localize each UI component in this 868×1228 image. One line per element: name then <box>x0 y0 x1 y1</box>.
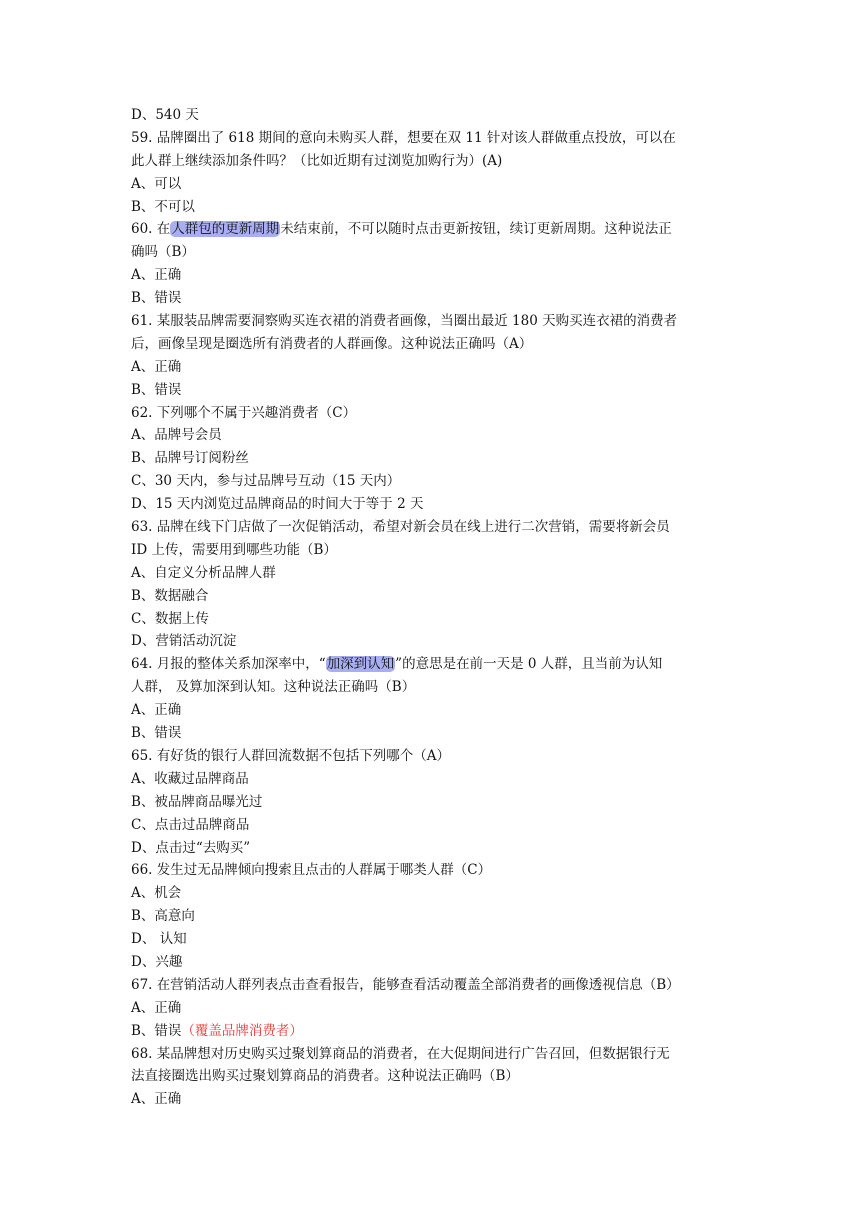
line-text: D、营销活动沉淀 <box>131 633 237 650</box>
line-text: A、机会 <box>131 885 182 902</box>
line-text: A、正确 <box>131 1091 182 1108</box>
document-content <box>131 104 741 1111</box>
text-line <box>131 173 741 196</box>
line-text: B、不可以 <box>131 198 195 215</box>
text-line <box>131 905 741 928</box>
text-line <box>131 127 741 150</box>
highlighted-text: 加深到认知 <box>326 656 395 673</box>
line-text: B、错误 <box>131 381 182 398</box>
line-text: B、高意向 <box>131 908 195 925</box>
text-line <box>131 676 741 699</box>
line-text: A、正确 <box>131 999 182 1016</box>
line-text: 此人群上继续添加条件吗？（比如近期有过浏览加购行为）(A) <box>131 152 503 169</box>
line-text: 62. 下列哪个不属于兴趣消费者（C） <box>131 404 357 421</box>
line-text: 65. 有好货的银行人群回流数据不包括下列哪个（A） <box>131 747 451 764</box>
text-line <box>131 1088 741 1111</box>
line-text: 59. 品牌圈出了 618 期间的意向未购买人群，想要在双 11 针对该人群做重点投放，可以在 <box>131 129 676 146</box>
line-text: 后，画像呈现是圈选所有消费者的人群画像。这种说法正确吗（A） <box>131 335 533 352</box>
line-text: A、正确 <box>131 702 182 719</box>
line-text: 63. 品牌在线下门店做了一次促销活动，希望对新会员在线上进行二次营销，需要将新会员 <box>131 519 670 536</box>
text-line <box>131 630 741 653</box>
text-line <box>131 928 741 951</box>
line-text: 64. 月报的整体关系加深率中，“ <box>131 656 326 673</box>
line-text: C、数据上传 <box>131 610 209 627</box>
line-text: B、数据融合 <box>131 587 209 604</box>
text-line <box>131 379 741 402</box>
text-line <box>131 264 741 287</box>
text-line <box>131 699 741 722</box>
text-line <box>131 997 741 1020</box>
text-line <box>131 791 741 814</box>
highlighted-text: 人群包的更新周期 <box>171 221 280 238</box>
line-text: B、错误 <box>131 1022 182 1039</box>
red-annotation: （覆盖品牌消费者） <box>181 1022 303 1039</box>
line-text: C、30 天内，参与过品牌号互动（15 天内） <box>131 473 401 490</box>
text-line <box>131 653 741 676</box>
text-line <box>131 745 741 768</box>
line-text: 60. 在 <box>131 221 171 238</box>
line-text: B、被品牌商品曝光过 <box>131 793 263 810</box>
line-text: 法直接圈选出购买过聚划算商品的消费者。这种说法正确吗（B） <box>131 1068 519 1085</box>
text-line <box>131 104 741 127</box>
text-line <box>131 562 741 585</box>
text-line <box>131 951 741 974</box>
text-line <box>131 837 741 860</box>
text-line <box>131 539 741 562</box>
line-text: B、错误 <box>131 725 182 742</box>
text-line <box>131 310 741 333</box>
line-text: B、品牌号订阅粉丝 <box>131 450 249 467</box>
line-text: 61. 某服装品牌需要洞察购买连衣裙的消费者画像，当圈出最近 180 天购买连衣裙的消费者 <box>131 313 678 330</box>
line-text: A、正确 <box>131 267 182 284</box>
text-line <box>131 470 741 493</box>
line-text: B、错误 <box>131 290 182 307</box>
text-line <box>131 585 741 608</box>
line-text: D、 认知 <box>131 931 187 948</box>
line-text: 人群， 及算加深到认知。这种说法正确吗（B） <box>131 679 416 696</box>
line-text: D、540 天 <box>131 107 199 123</box>
text-line <box>131 356 741 379</box>
line-text: 68. 某品牌想对历史购买过聚划算商品的消费者，在大促期间进行广告召回，但数据银行无 <box>131 1045 670 1062</box>
line-text: A、收藏过品牌商品 <box>131 770 249 787</box>
text-line <box>131 882 741 905</box>
text-line <box>131 768 741 791</box>
text-line <box>131 974 741 997</box>
text-line <box>131 424 741 447</box>
text-line <box>131 1020 741 1043</box>
line-text: D、点击过“去购买” <box>131 839 251 856</box>
line-text: D、兴趣 <box>131 953 183 970</box>
text-line <box>131 447 741 470</box>
text-line <box>131 241 741 264</box>
text-line <box>131 402 741 425</box>
text-line <box>131 1043 741 1066</box>
line-text: ”的意思是在前一天是 0 人群，且当前为认知 <box>395 656 663 673</box>
line-text: ID 上传，需要用到哪些功能（B） <box>131 541 337 558</box>
line-text: A、可以 <box>131 175 182 192</box>
text-line <box>131 722 741 745</box>
text-line <box>131 859 741 882</box>
text-line <box>131 1065 741 1088</box>
line-text: 确吗（B） <box>131 244 195 261</box>
line-text: A、自定义分析品牌人群 <box>131 564 276 581</box>
text-line <box>131 218 741 241</box>
text-line <box>131 196 741 219</box>
line-text: 66. 发生过无品牌倾向搜索且点击的人群属于哪类人群（C） <box>131 862 492 879</box>
text-line <box>131 493 741 516</box>
line-text: 67. 在营销活动人群列表点击查看报告，能够查看活动覆盖全部消费者的画像透视信息（B） <box>131 976 680 993</box>
text-line <box>131 516 741 539</box>
text-line <box>131 814 741 837</box>
line-text: A、正确 <box>131 358 182 375</box>
text-line <box>131 608 741 631</box>
text-line <box>131 333 741 356</box>
line-text: C、点击过品牌商品 <box>131 816 250 833</box>
line-text: A、品牌号会员 <box>131 427 222 444</box>
text-line <box>131 150 741 173</box>
text-line <box>131 287 741 310</box>
line-text: 未结束前，不可以随时点击更新按钮，续订更新周期。这种说法正 <box>280 221 672 238</box>
line-text: D、15 天内浏览过品牌商品的时间大于等于 2 天 <box>131 496 424 513</box>
